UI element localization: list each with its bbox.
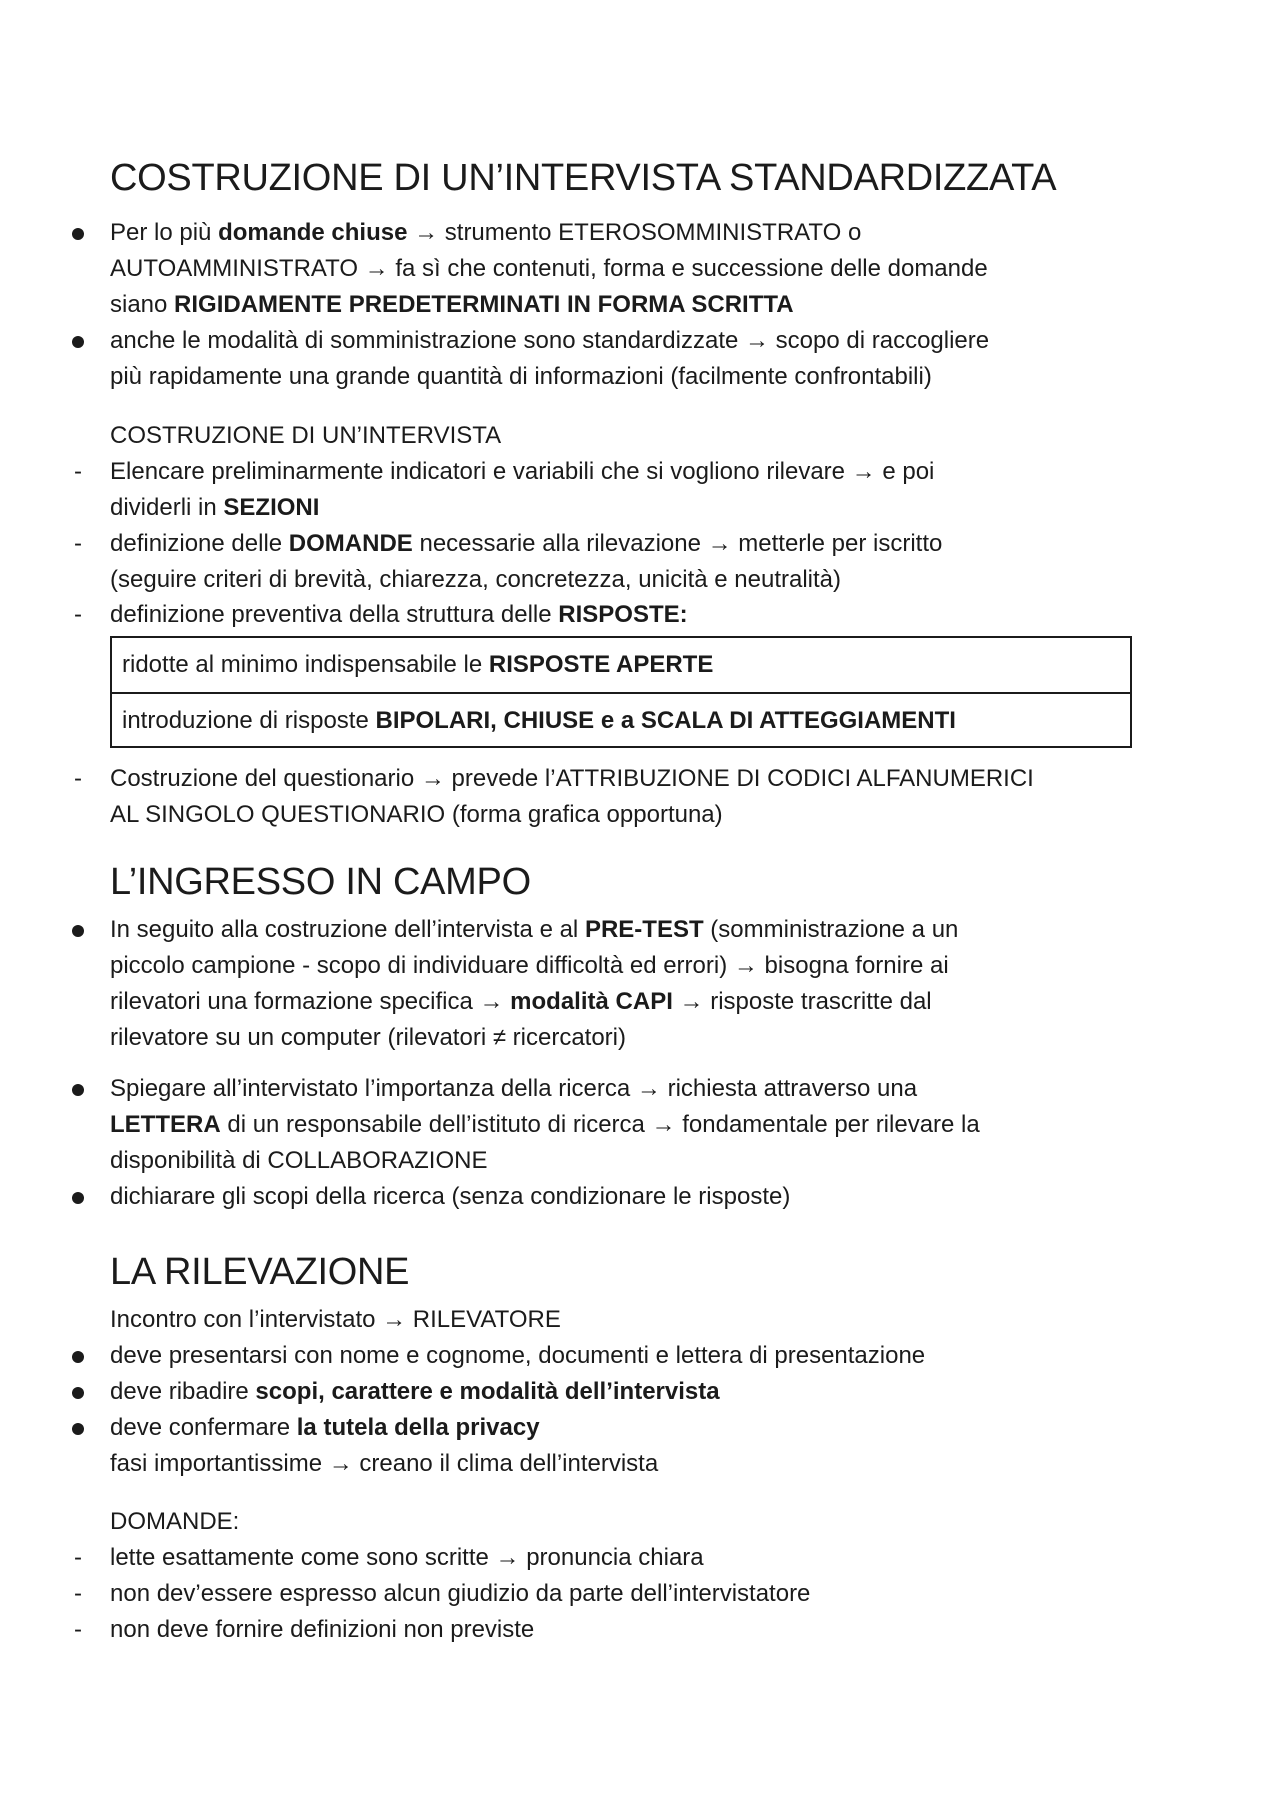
bullet-icon — [68, 913, 88, 947]
bullet-icon — [68, 1339, 88, 1373]
dash-marker: - — [74, 1580, 82, 1607]
subsection-title-questions: DOMANDE: — [110, 1508, 240, 1535]
dash-item-text: non dev’essere espresso alcun giudizio da parte dell’intervistatore — [110, 1580, 811, 1607]
section-title-standardized-interview: COSTRUZIONE DI UN’INTERVISTA STANDARDIZZATA — [110, 157, 1057, 199]
bullet-text-continued: disponibilità di COLLABORAZIONE — [110, 1147, 488, 1174]
intro-text: Incontro con l’intervistato → RILEVATORE — [110, 1306, 561, 1333]
table-row: introduzione di risposte BIPOLARI, CHIUSE e a SCALA DI ATTEGGIAMENTI — [112, 692, 1130, 746]
bullet-text-continued: rilevatori una formazione specifica → modalità CAPI → risposte trascritte dal — [110, 988, 932, 1015]
bullet-text: deve ribadire scopi, carattere e modalità dell’intervista — [110, 1378, 720, 1405]
bullet-text: deve confermare la tutela della privacy — [110, 1414, 540, 1441]
dash-item-text: non deve fornire definizioni non previste — [110, 1616, 535, 1643]
bullet-text-continued: LETTERA di un responsabile dell’istituto di ricerca → fondamentale per rilevare la — [110, 1111, 980, 1138]
bullet-icon — [68, 1072, 88, 1106]
section-title-field-entry: L’INGRESSO IN CAMPO — [110, 861, 531, 903]
bullet-icon — [68, 1180, 88, 1214]
bullet-text: Spiegare all’intervistato l’importanza della ricerca → richiesta attraverso una — [110, 1075, 918, 1102]
dash-item-text: Costruzione del questionario → prevede l’ATTRIBUZIONE DI CODICI ALFANUMERICI — [110, 765, 1034, 792]
bullet-text-continued: AUTOAMMINISTRATO → fa sì che contenuti, forma e successione delle domande — [110, 255, 988, 282]
dash-marker: - — [74, 601, 82, 628]
dash-marker: - — [74, 458, 82, 485]
dash-item-text-continued: AL SINGOLO QUESTIONARIO (forma grafica opportuna) — [110, 801, 723, 828]
dash-item-text: definizione preventiva della struttura delle RISPOSTE: — [110, 601, 688, 628]
bullet-icon — [68, 1375, 88, 1409]
dash-marker: - — [74, 1616, 82, 1643]
bullet-text: Per lo più domande chiuse → strumento ETEROSOMMINISTRATO o — [110, 219, 862, 246]
dash-item-text: Elencare preliminarmente indicatori e variabili che si vogliono rilevare → e poi — [110, 458, 935, 485]
bullet-icon — [68, 1411, 88, 1445]
subsection-title-interview-construction: COSTRUZIONE DI UN’INTERVISTA — [110, 422, 502, 449]
dash-marker: - — [74, 530, 82, 557]
bullet-text: anche le modalità di somministrazione sono standardizzate → scopo di raccogliere — [110, 327, 990, 354]
dash-item-text: definizione delle DOMANDE necessarie alla rilevazione → metterle per iscritto — [110, 530, 943, 557]
dash-item-text: lette esattamente come sono scritte → pronuncia chiara — [110, 1544, 704, 1571]
bullet-text-continued: siano RIGIDAMENTE PREDETERMINATI IN FORMA SCRITTA — [110, 291, 794, 318]
bullet-icon — [68, 324, 88, 358]
dash-item-text-continued: (seguire criteri di brevità, chiarezza, concretezza, unicità e neutralità) — [110, 566, 841, 593]
note-text: fasi importantissime → creano il clima dell’intervista — [110, 1450, 659, 1477]
bullet-text-continued: rilevatore su un computer (rilevatori ≠ ricercatori) — [110, 1024, 626, 1051]
dash-marker: - — [74, 1544, 82, 1571]
bullet-text-continued: più rapidamente una grande quantità di informazioni (facilmente confrontabili) — [110, 363, 932, 390]
table-row: ridotte al minimo indispensabile le RISPOSTE APERTE — [122, 651, 714, 678]
bullet-text: In seguito alla costruzione dell’intervista e al PRE-TEST (somministrazione a un — [110, 916, 959, 943]
answers-structure-table — [110, 636, 1132, 748]
bullet-text: dichiarare gli scopi della ricerca (senza condizionare le risposte) — [110, 1183, 791, 1210]
section-title-survey: LA RILEVAZIONE — [110, 1251, 410, 1293]
dash-item-text-continued: dividerli in SEZIONI — [110, 494, 320, 521]
dash-marker: - — [74, 765, 82, 792]
bullet-text: deve presentarsi con nome e cognome, documenti e lettera di presentazione — [110, 1342, 926, 1369]
bullet-text-continued: piccolo campione - scopo di individuare difficoltà ed errori) → bisogna fornire ai — [110, 952, 949, 979]
bullet-icon — [68, 216, 88, 250]
